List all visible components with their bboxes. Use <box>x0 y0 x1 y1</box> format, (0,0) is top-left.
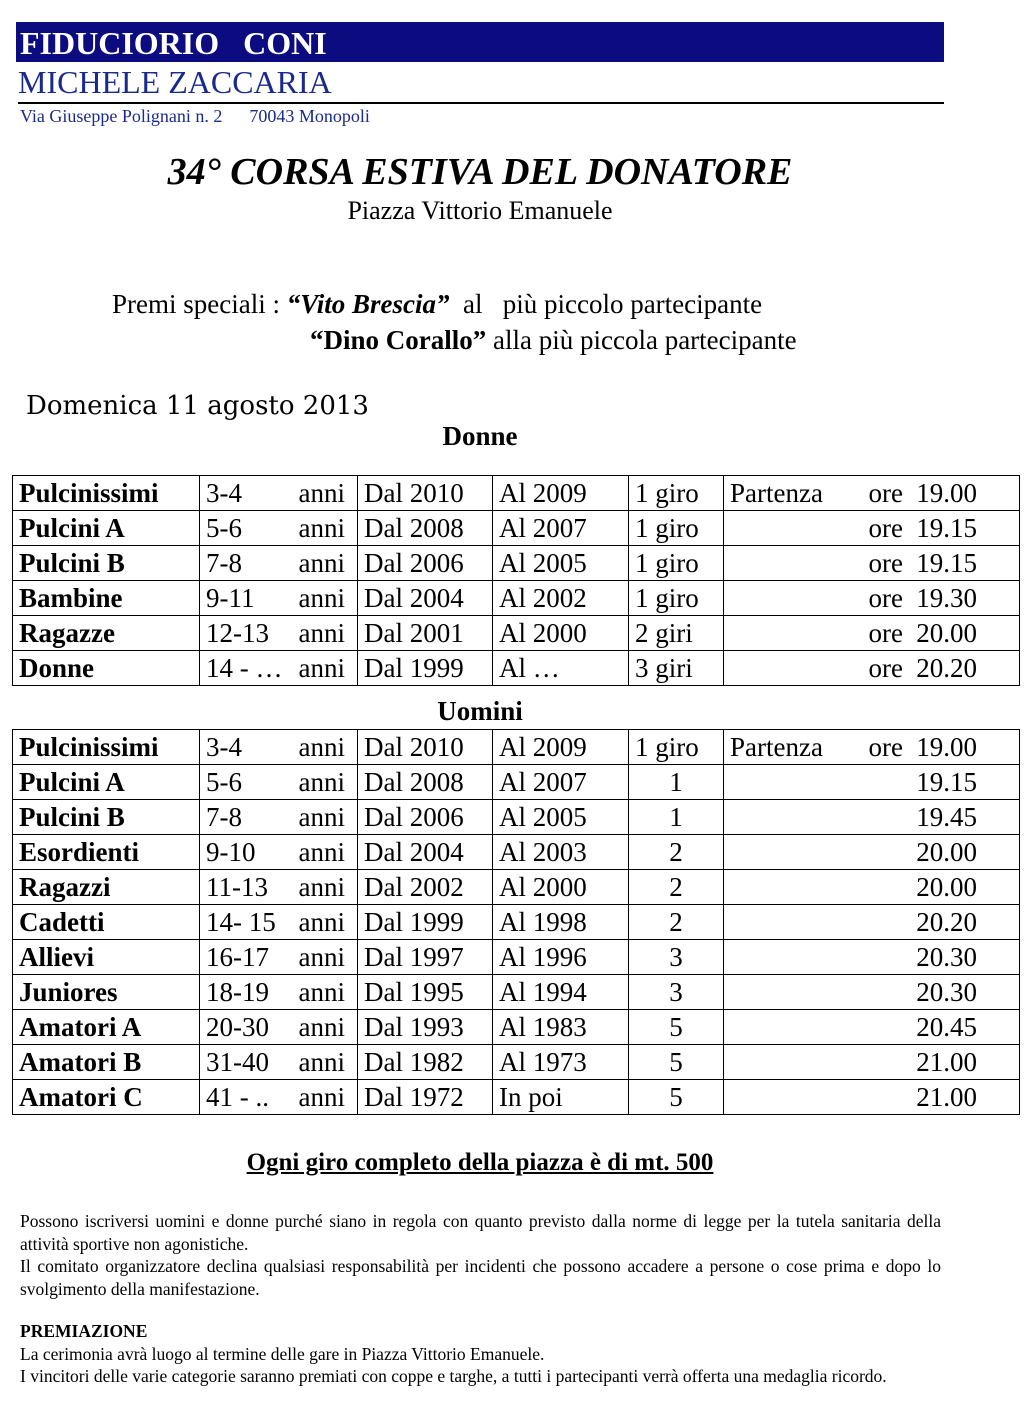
age-range: 14 - … <box>206 653 283 683</box>
start-label: Partenza <box>730 478 823 508</box>
age-range: 5-6 <box>206 767 242 797</box>
table-row <box>13 905 1020 940</box>
event-location: Piazza Vittorio Emanuele <box>347 196 613 225</box>
start-time-cell <box>724 765 1020 800</box>
laps-cell: 5 <box>629 1080 724 1115</box>
birth-from-cell: Dal 2004 <box>358 581 493 616</box>
birth-to-cell: Al 1994 <box>493 975 629 1010</box>
category-cell: Pulcini A <box>13 511 200 546</box>
table-row <box>13 511 1020 546</box>
age-range: 3-4 <box>206 732 242 762</box>
start-time: 20.20 <box>916 653 977 683</box>
birth-to-cell: Al 2003 <box>493 835 629 870</box>
category-cell: Pulcini B <box>13 800 200 835</box>
age-cell <box>200 581 358 616</box>
age-cell <box>200 765 358 800</box>
birth-to-cell: Al 2007 <box>493 765 629 800</box>
birth-from-cell: Dal 2006 <box>358 800 493 835</box>
start-label: Partenza <box>730 732 823 762</box>
prize-2-name: “Dino Corallo” <box>310 325 487 355</box>
start-time-cell <box>724 1010 1020 1045</box>
awards-prizes: I vincitori delle varie categorie saranno premiati con coppe e targhe, a tutti i partecipanti verrà offerta una medaglia ricordo. <box>20 1366 887 1386</box>
start-time-cell <box>724 511 1020 546</box>
birth-from-cell: Dal 2004 <box>358 835 493 870</box>
birth-to-cell: Al 1998 <box>493 905 629 940</box>
women-table <box>12 475 1020 686</box>
start-time-cell <box>724 835 1020 870</box>
birth-to-cell: Al 2009 <box>493 730 629 765</box>
table-row <box>13 651 1020 686</box>
laps-cell: 3 giri <box>629 651 724 686</box>
trustee-address: Via Giuseppe Polignani n. 2 70043 Monopoli <box>20 106 370 126</box>
laps-cell: 1 giro <box>629 581 724 616</box>
start-time-cell <box>724 800 1020 835</box>
age-cell <box>200 1045 358 1080</box>
birth-from-cell: Dal 1999 <box>358 651 493 686</box>
age-cell <box>200 651 358 686</box>
category-cell: Allievi <box>13 940 200 975</box>
age-unit: anni <box>298 837 345 867</box>
laps-cell: 5 <box>629 1010 724 1045</box>
age-unit: anni <box>298 872 345 902</box>
table-row <box>13 546 1020 581</box>
start-time: 20.00 <box>916 618 977 648</box>
category-cell: Pulcini A <box>13 765 200 800</box>
ore-label: ore <box>868 513 903 543</box>
category-cell: Ragazze <box>13 616 200 651</box>
prize-line-1 <box>112 286 797 322</box>
age-cell <box>200 546 358 581</box>
birth-from-cell: Dal 2006 <box>358 546 493 581</box>
start-time: 20.00 <box>916 872 977 902</box>
category-cell: Juniores <box>13 975 200 1010</box>
birth-from-cell: Dal 2008 <box>358 765 493 800</box>
start-time: 19.30 <box>916 583 977 613</box>
category-cell: Pulcinissimi <box>13 476 200 511</box>
table-row <box>13 1080 1020 1115</box>
start-time: 19.15 <box>916 548 977 578</box>
disclaimer-liability: Il comitato organizzatore declina qualsiasi responsabilità per incidenti che possono accadere a persone o cose prima e dopo lo svolgimento della manifestazione. <box>20 1256 941 1299</box>
coni-banner: FIDUCIORIO CONI <box>16 22 944 62</box>
start-time-cell <box>724 870 1020 905</box>
men-heading: Uomini <box>437 696 523 726</box>
category-cell: Cadetti <box>13 905 200 940</box>
age-cell <box>200 905 358 940</box>
start-time: 19.00 <box>916 478 977 508</box>
laps-cell: 1 giro <box>629 476 724 511</box>
prize-1-name: “Vito Brescia” <box>286 289 450 319</box>
start-time: 21.00 <box>916 1047 977 1077</box>
ore-label: ore <box>868 618 903 648</box>
table-row <box>13 581 1020 616</box>
birth-from-cell: Dal 2008 <box>358 511 493 546</box>
laps-cell: 1 giro <box>629 730 724 765</box>
ore-label: ore <box>868 732 903 762</box>
birth-from-cell: Dal 1999 <box>358 905 493 940</box>
lap-length-note: Ogni giro completo della piazza è di mt. 500 <box>246 1149 714 1176</box>
prize-line-2 <box>112 322 797 358</box>
laps-cell: 2 <box>629 870 724 905</box>
ore-label: ore <box>868 653 903 683</box>
start-time-cell <box>724 476 1020 511</box>
laps-cell: 2 giri <box>629 616 724 651</box>
table-row <box>13 835 1020 870</box>
start-time: 20.45 <box>916 1012 977 1042</box>
birth-from-cell: Dal 1972 <box>358 1080 493 1115</box>
start-time: 20.00 <box>916 837 977 867</box>
prize-2-text: alla più piccola partecipante <box>486 325 797 355</box>
start-time: 20.30 <box>916 942 977 972</box>
ore-label: ore <box>868 478 903 508</box>
category-cell: Ragazzi <box>13 870 200 905</box>
birth-to-cell: In poi <box>493 1080 629 1115</box>
age-range: 5-6 <box>206 513 242 543</box>
age-unit: anni <box>298 802 345 832</box>
age-cell <box>200 616 358 651</box>
age-range: 3-4 <box>206 478 242 508</box>
birth-from-cell: Dal 1993 <box>358 1010 493 1045</box>
birth-from-cell: Dal 1995 <box>358 975 493 1010</box>
start-time-cell <box>724 616 1020 651</box>
awards-heading: PREMIAZIONE <box>20 1321 148 1341</box>
age-cell <box>200 975 358 1010</box>
header-divider <box>18 102 944 104</box>
birth-to-cell: Al 1996 <box>493 940 629 975</box>
event-title: 34° CORSA ESTIVA DEL DONATORE <box>167 151 793 193</box>
age-unit: anni <box>298 732 345 762</box>
birth-to-cell: Al 1983 <box>493 1010 629 1045</box>
category-cell: Amatori B <box>13 1045 200 1080</box>
start-time-cell <box>724 730 1020 765</box>
ore-label: ore <box>868 583 903 613</box>
age-cell <box>200 1010 358 1045</box>
age-unit: anni <box>298 1047 345 1077</box>
category-cell: Donne <box>13 651 200 686</box>
laps-cell: 1 <box>629 765 724 800</box>
table-row <box>13 730 1020 765</box>
age-range: 18-19 <box>206 977 269 1007</box>
age-range: 9-10 <box>206 837 256 867</box>
table-row <box>13 870 1020 905</box>
birth-from-cell: Dal 2010 <box>358 730 493 765</box>
age-unit: anni <box>298 1082 345 1112</box>
prize-1-text: al più piccolo partecipante <box>449 289 763 319</box>
start-time-cell <box>724 1080 1020 1115</box>
category-cell: Pulcinissimi <box>13 730 200 765</box>
start-time: 19.15 <box>916 767 977 797</box>
start-time: 20.30 <box>916 977 977 1007</box>
awards-ceremony: La cerimonia avrà luogo al termine delle gare in Piazza Vittorio Emanuele. <box>20 1343 545 1364</box>
age-range: 9-11 <box>206 583 255 613</box>
laps-cell: 2 <box>629 835 724 870</box>
table-row <box>13 616 1020 651</box>
disclaimer <box>20 1210 941 1300</box>
start-time-cell <box>724 1045 1020 1080</box>
birth-from-cell: Dal 2002 <box>358 870 493 905</box>
age-range: 31-40 <box>206 1047 269 1077</box>
age-cell <box>200 1080 358 1115</box>
category-cell: Bambine <box>13 581 200 616</box>
age-range: 7-8 <box>206 802 242 832</box>
table-row <box>13 940 1020 975</box>
birth-to-cell: Al 2007 <box>493 511 629 546</box>
disclaimer-eligibility: Possono iscriversi uomini e donne purché siano in regola con quanto previsto dalla norme di legge per la tutela sanitaria della attività sportive non agonistiche. <box>20 1211 941 1254</box>
laps-cell: 2 <box>629 905 724 940</box>
category-cell: Esordienti <box>13 835 200 870</box>
table-row <box>13 1010 1020 1045</box>
age-unit: anni <box>298 583 345 613</box>
start-time: 19.00 <box>916 732 977 762</box>
age-unit: anni <box>298 1012 345 1042</box>
age-unit: anni <box>298 767 345 797</box>
event-date: Domenica 11 agosto 2013 <box>26 391 369 421</box>
women-heading: Donne <box>442 421 518 451</box>
age-range: 20-30 <box>206 1012 269 1042</box>
trustee-name: MICHELE ZACCARIA <box>18 64 332 100</box>
age-cell <box>200 835 358 870</box>
birth-to-cell: Al … <box>493 651 629 686</box>
age-unit: anni <box>298 653 345 683</box>
age-unit: anni <box>298 907 345 937</box>
table-row <box>13 765 1020 800</box>
birth-from-cell: Dal 1997 <box>358 940 493 975</box>
birth-to-cell: Al 2009 <box>493 476 629 511</box>
birth-from-cell: Dal 1982 <box>358 1045 493 1080</box>
start-time-cell <box>724 581 1020 616</box>
age-cell <box>200 511 358 546</box>
age-cell <box>200 730 358 765</box>
laps-cell: 1 <box>629 800 724 835</box>
start-time-cell <box>724 905 1020 940</box>
age-unit: anni <box>298 478 345 508</box>
laps-cell: 5 <box>629 1045 724 1080</box>
category-cell: Amatori C <box>13 1080 200 1115</box>
age-cell <box>200 476 358 511</box>
birth-to-cell: Al 2005 <box>493 546 629 581</box>
age-range: 14- 15 <box>206 907 276 937</box>
start-time-cell <box>724 940 1020 975</box>
birth-to-cell: Al 2000 <box>493 870 629 905</box>
birth-to-cell: Al 2005 <box>493 800 629 835</box>
category-cell: Amatori A <box>13 1010 200 1045</box>
age-range: 16-17 <box>206 942 269 972</box>
start-time: 19.15 <box>916 513 977 543</box>
men-table <box>12 729 1020 1115</box>
age-range: 11-13 <box>206 872 268 902</box>
laps-cell: 1 giro <box>629 546 724 581</box>
category-cell: Pulcini B <box>13 546 200 581</box>
start-time: 20.20 <box>916 907 977 937</box>
age-unit: anni <box>298 548 345 578</box>
table-row <box>13 800 1020 835</box>
laps-cell: 1 giro <box>629 511 724 546</box>
special-prizes <box>112 286 797 358</box>
awards-section <box>20 1320 941 1388</box>
age-range: 7-8 <box>206 548 242 578</box>
laps-cell: 3 <box>629 975 724 1010</box>
laps-cell: 3 <box>629 940 724 975</box>
birth-to-cell: Al 2000 <box>493 616 629 651</box>
start-time-cell <box>724 975 1020 1010</box>
age-unit: anni <box>298 977 345 1007</box>
birth-to-cell: Al 2002 <box>493 581 629 616</box>
age-unit: anni <box>298 618 345 648</box>
table-row <box>13 1045 1020 1080</box>
start-time: 19.45 <box>916 802 977 832</box>
start-time: 21.00 <box>916 1082 977 1112</box>
table-row <box>13 975 1020 1010</box>
prizes-intro: Premi speciali : <box>112 289 287 319</box>
birth-from-cell: Dal 2001 <box>358 616 493 651</box>
age-cell <box>200 940 358 975</box>
ore-label: ore <box>868 548 903 578</box>
birth-from-cell: Dal 2010 <box>358 476 493 511</box>
age-range: 41 - .. <box>206 1082 269 1112</box>
age-range: 12-13 <box>206 618 269 648</box>
start-time-cell <box>724 546 1020 581</box>
table-row <box>13 476 1020 511</box>
birth-to-cell: Al 1973 <box>493 1045 629 1080</box>
age-unit: anni <box>298 942 345 972</box>
age-cell <box>200 800 358 835</box>
start-time-cell <box>724 651 1020 686</box>
age-unit: anni <box>298 513 345 543</box>
age-cell <box>200 870 358 905</box>
